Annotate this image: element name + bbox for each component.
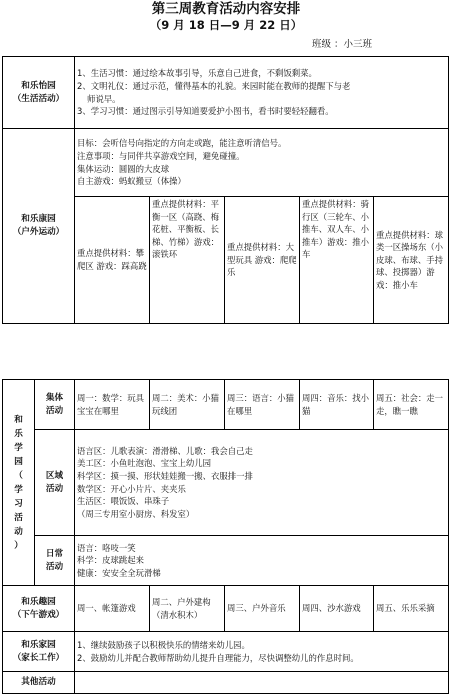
outdoor-label-cell: [3, 129, 75, 324]
life-line: 师说早。: [87, 93, 121, 104]
zone-text: 重点提供材料：球类一区操场东（小皮球、布球、手持球、投掷器）游戏：推小车: [376, 229, 443, 290]
area-line: 科学区：摸一摸、形状娃娃搬一搬、衣服排一排: [77, 470, 253, 481]
area-line: 语言区：儿歌表演：滑滑梯、儿歌：我会自己走: [77, 445, 253, 456]
collective-day-text: 周一：数学：玩具宝宝在哪里: [77, 392, 144, 416]
daily-line: 科学：皮球跳起来: [77, 555, 144, 566]
outdoor-sublabel: （户外运动）: [12, 227, 65, 237]
outdoor-goals: [75, 129, 449, 197]
daily-row: [3, 536, 449, 586]
life-row: [3, 57, 449, 129]
life-line: 1、生活习惯：通过绘本故事引导，乐意自己进食，不剩饭剩菜。: [77, 68, 317, 79]
area-line: 生活区：喂饭饭、串珠子: [77, 496, 170, 507]
family-label: 和乐家园: [21, 639, 56, 650]
collective-day-text: 周二：美术：小猫玩线团: [152, 392, 219, 416]
learning-label-char: 乐: [14, 428, 23, 439]
outdoor-line: 目标：会听信号向指定的方向走或跑，能注意听清信号。: [77, 138, 287, 149]
afternoon-day: [225, 586, 300, 632]
life-content: [75, 57, 449, 129]
other-content: [75, 672, 449, 694]
outdoor-line: 集体运动：圆圆的大皮球: [77, 163, 170, 174]
schedule-table: [2, 56, 449, 324]
outdoor-label: 和乐康园: [21, 214, 56, 225]
zone-text: 重点提供材料：平衡一区（高跷、梅花桩、平衡板、长梯、竹梯）游戏：滚铁环: [152, 199, 219, 260]
learning-label-char: 学: [14, 484, 23, 495]
area-label: 区域: [45, 470, 64, 481]
afternoon-day-text: 周二、户外建构（清水积木）: [152, 596, 211, 620]
collective-row: [3, 380, 449, 430]
zone-text: 重点提供材料：骑行区（三轮车、小推车、双人车、小推车）游戏：推小车: [302, 199, 369, 260]
daily-label: 日常: [45, 548, 64, 559]
collective-day: [75, 380, 150, 430]
learning-label-char: 活: [14, 512, 23, 523]
afternoon-day-text: 周一、帐篷游戏: [77, 603, 136, 614]
outdoor-zone: [374, 197, 449, 324]
afternoon-label-cell: [3, 586, 75, 632]
afternoon-day: [150, 586, 225, 632]
area-line: 数学区：开心小片片、夹夹乐: [77, 483, 186, 494]
daily-line: 健康：安安全全玩滑梯: [77, 567, 161, 578]
daily-content: [75, 536, 449, 586]
life-sublabel: （生活活动）: [12, 93, 65, 104]
learning-label-cell: [3, 380, 35, 586]
class-label: 班级 ：小三班: [312, 39, 373, 50]
daily-line: 语言：咯吱一笑: [77, 542, 136, 553]
outdoor-zone: [75, 197, 150, 324]
afternoon-sublabel: （下午游戏）: [12, 609, 65, 620]
zone-text: 重点提供材料：攀爬区 游戏：踩高跷: [77, 248, 147, 271]
other-label-cell: [3, 672, 75, 694]
afternoon-row: [3, 586, 449, 632]
collective-day-text: 周四：音乐：找小猫: [302, 392, 369, 416]
family-sublabel: （家长工作）: [12, 652, 65, 663]
zone-text: 重点提供材料：大型玩具 游戏：爬爬乐: [227, 242, 297, 278]
learning-label-char: 学: [14, 442, 23, 453]
daily-sublabel: 活动: [45, 561, 64, 572]
outdoor-zone: [225, 197, 300, 324]
other-label: 其他活动: [21, 677, 56, 688]
collective-sublabel: 活动: [45, 405, 64, 416]
learning-label-char: （: [14, 470, 23, 481]
life-line: 3、学习习惯：通过图示引导知道要爱护小图书，看书时要轻轻翻看。: [77, 106, 334, 117]
date-range: （9 月 18 日—9 月 22 日）: [149, 18, 303, 32]
learning-label-char: 园: [14, 456, 23, 467]
learning-label-char: ）: [14, 540, 23, 551]
afternoon-day: [75, 586, 150, 632]
outdoor-line: 注意事项：与同伴共享游戏空间，避免碰撞。: [77, 150, 245, 161]
afternoon-day: [374, 586, 449, 632]
family-line: 1、继续鼓励孩子以积极快乐的情绪来幼儿园。: [77, 639, 250, 650]
afternoon-day: [300, 586, 374, 632]
area-line: 美工区：小鱼吐泡泡、宝宝上幼儿园: [77, 458, 211, 469]
outdoor-zone: [300, 197, 374, 324]
learning-label-char: 和: [14, 414, 23, 425]
afternoon-day-text: 周三、户外音乐: [227, 603, 286, 614]
collective-label-cell: [35, 380, 75, 430]
afternoon-day-text: 周五、乐乐采摘: [376, 603, 435, 614]
life-label-cell: [3, 57, 75, 129]
outdoor-line: 自主游戏：蚂蚁搬豆（体操）: [77, 176, 186, 187]
area-row: [3, 430, 449, 536]
collective-day-text: 周五：社会：走一走，瞧一瞧: [376, 392, 443, 416]
life-line: 2、文明礼仪：通过示范，懂得基本的礼貌。来园时能在教师的提醒下与老: [77, 80, 351, 91]
collective-day: [300, 380, 374, 430]
collective-day: [374, 380, 449, 430]
afternoon-label: 和乐趣园: [21, 596, 56, 607]
collective-day: [150, 380, 225, 430]
outdoor-goal-row: [3, 129, 449, 197]
life-label: 和乐怡园: [21, 80, 56, 91]
schedule-table-lower: [2, 379, 449, 694]
area-sublabel: 活动: [45, 483, 64, 494]
family-line: 2、鼓励幼儿并配合教师帮助幼儿提升自理能力，尽快调整幼儿的作息时间。: [77, 652, 359, 663]
collective-label: 集体: [45, 392, 64, 403]
collective-day-text: 周三：语言：小猫在哪里: [227, 392, 294, 416]
area-label-cell: [35, 430, 75, 536]
afternoon-day-text: 周四、沙水游戏: [302, 603, 361, 614]
area-line: （周三专用室小厨房、科发室）: [77, 508, 195, 519]
collective-day: [225, 380, 300, 430]
area-content: [75, 430, 449, 536]
learning-label-char: 习: [14, 498, 23, 509]
daily-label-cell: [35, 536, 75, 586]
other-row: [3, 672, 449, 694]
learning-label-char: 动: [14, 526, 23, 537]
outdoor-zone: [150, 197, 225, 324]
page-title: 第三周教育活动内容安排: [151, 1, 301, 17]
